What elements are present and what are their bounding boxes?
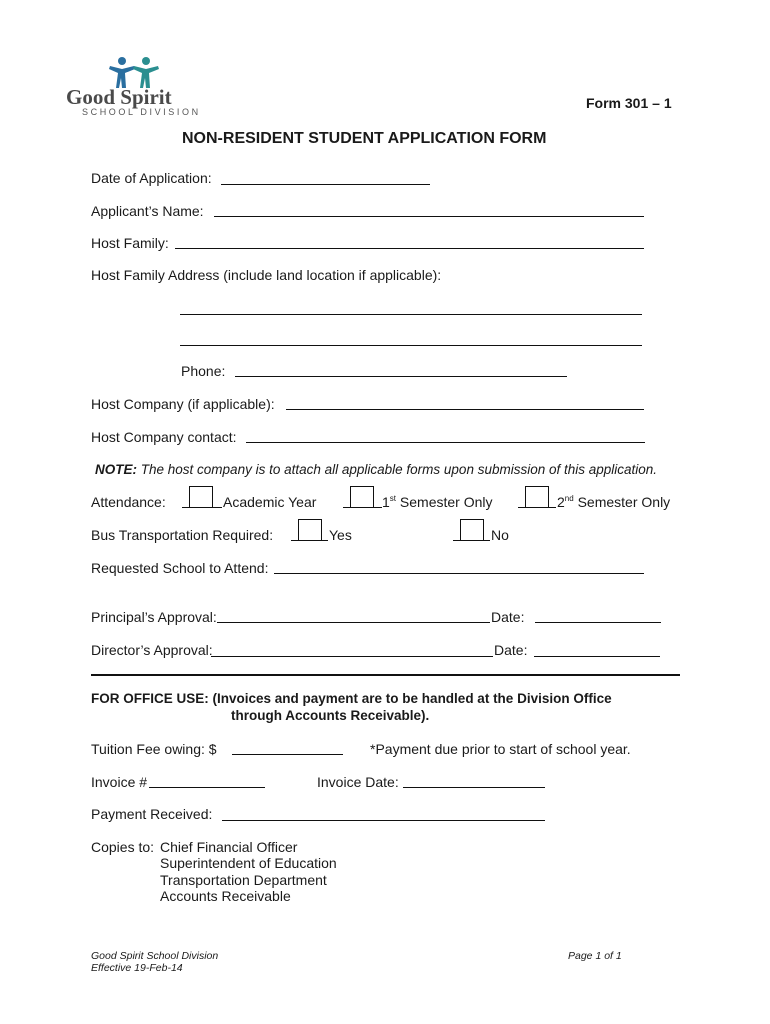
footer-org: Good Spirit School Division <box>91 950 219 962</box>
bus-no-checkbox[interactable] <box>460 519 484 541</box>
date-of-application-field[interactable] <box>221 184 430 185</box>
payment-received-field[interactable] <box>222 820 545 821</box>
bus-no-underline <box>453 540 490 541</box>
first-semester-underline <box>343 507 382 508</box>
director-approval-label: Director’s Approval: <box>91 642 213 658</box>
copies-to-item: Chief Financial Officer <box>160 839 298 855</box>
logo-subtitle: SCHOOL DIVISION <box>82 107 201 117</box>
phone-field[interactable] <box>235 376 567 377</box>
invoice-date-field[interactable] <box>403 787 545 788</box>
host-company-contact-field[interactable] <box>246 442 645 443</box>
academic-year-checkbox[interactable] <box>189 486 213 508</box>
logo <box>66 56 201 120</box>
bus-transportation-label: Bus Transportation Required: <box>91 527 274 543</box>
tuition-fee-label: Tuition Fee owing: $ <box>91 741 217 757</box>
first-semester-label <box>382 494 493 510</box>
note-text: The host company is to attach all applicable forms upon submission of this application. <box>140 462 658 477</box>
second-semester-label <box>557 494 670 510</box>
note <box>95 462 657 477</box>
first-semester-text: Semester Only <box>399 494 493 510</box>
attendance-label: Attendance: <box>91 494 166 510</box>
requested-school-field[interactable] <box>274 573 644 574</box>
bus-no-label: No <box>491 527 509 543</box>
second-semester-underline <box>518 507 556 508</box>
bus-yes-checkbox[interactable] <box>298 519 322 541</box>
office-use-heading-2: through Accounts Receivable). <box>231 708 430 723</box>
footer-page: Page 1 of 1 <box>568 950 622 962</box>
second-semester-text: Semester Only <box>577 494 671 510</box>
requested-school-label: Requested School to Attend: <box>91 560 269 576</box>
note-label: NOTE: <box>95 462 137 477</box>
copies-to-item: Transportation Department <box>160 872 327 888</box>
copies-to-label: Copies to: <box>91 839 155 855</box>
host-family-address-field-2[interactable] <box>180 345 642 346</box>
payment-note: *Payment due prior to start of school year. <box>370 741 631 757</box>
host-family-address-field-1[interactable] <box>180 314 642 315</box>
applicants-name-field[interactable] <box>214 216 644 217</box>
invoice-number-label: Invoice # <box>91 774 148 790</box>
tuition-fee-field[interactable] <box>232 754 343 755</box>
host-company-field[interactable] <box>286 409 644 410</box>
logo-name: Good Spirit <box>66 85 172 109</box>
director-date-label: Date: <box>494 642 528 658</box>
invoice-number-field[interactable] <box>149 787 265 788</box>
form-number: Form 301 – 1 <box>586 95 672 111</box>
host-family-field[interactable] <box>175 248 644 249</box>
principal-approval-field[interactable] <box>217 622 490 623</box>
host-family-label: Host Family: <box>91 235 169 251</box>
payment-received-label: Payment Received: <box>91 806 213 822</box>
office-use-heading-1: FOR OFFICE USE: (Invoices and payment are to be handled at the Division Office <box>91 691 612 706</box>
principal-date-label: Date: <box>491 609 525 625</box>
copies-to-item: Accounts Receivable <box>160 888 291 904</box>
director-date-field[interactable] <box>534 656 660 657</box>
principal-date-field[interactable] <box>535 622 661 623</box>
second-semester-sup: nd <box>564 494 574 503</box>
academic-year-underline <box>182 507 222 508</box>
host-company-contact-label: Host Company contact: <box>91 429 237 445</box>
first-semester-num: 1 <box>382 494 390 510</box>
page-title: NON-RESIDENT STUDENT APPLICATION FORM <box>182 130 547 147</box>
second-semester-num: 2 <box>557 494 565 510</box>
director-approval-field[interactable] <box>211 656 493 657</box>
copies-to-item: Superintendent of Education <box>160 855 337 871</box>
invoice-date-label: Invoice Date: <box>317 774 399 790</box>
phone-label: Phone: <box>181 363 226 379</box>
host-company-label: Host Company (if applicable): <box>91 396 275 412</box>
second-semester-checkbox[interactable] <box>525 486 549 508</box>
academic-year-label: Academic Year <box>223 494 317 510</box>
bus-yes-label: Yes <box>329 527 352 543</box>
section-divider <box>91 674 680 676</box>
first-semester-checkbox[interactable] <box>350 486 374 508</box>
first-semester-sup: st <box>389 494 397 503</box>
bus-yes-underline <box>291 540 328 541</box>
principal-approval-label: Principal’s Approval: <box>91 609 217 625</box>
applicants-name-label: Applicant’s Name: <box>91 203 204 219</box>
date-of-application-label: Date of Application: <box>91 170 212 186</box>
footer-effective: Effective 19-Feb-14 <box>91 962 183 974</box>
host-family-address-label: Host Family Address (include land location if applicable): <box>91 267 442 283</box>
